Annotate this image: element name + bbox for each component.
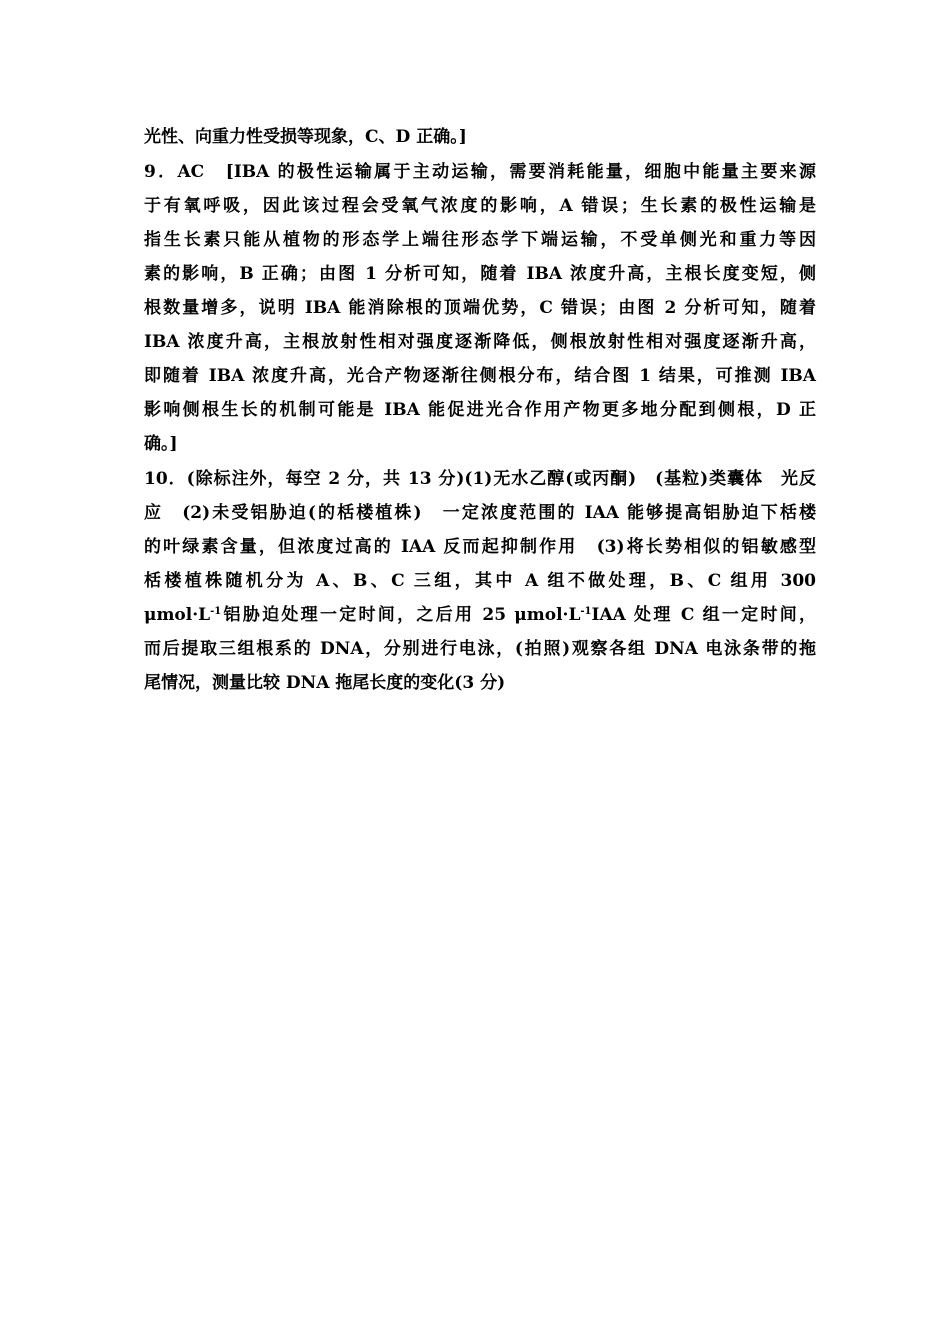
text-line: 素的影响，B 正确；由图 1 分析可知，随着 IBA 浓度升高，主根长度变短，侧: [144, 264, 816, 284]
answer-10: [144, 462, 816, 700]
text-line: 即随着 IBA 浓度升高，光合产物逐渐往侧根分布，结合图 1 结果，可推测 IBA: [144, 366, 816, 386]
text-line: 尾情况，测量比较 DNA 拖尾长度的变化(3 分): [144, 673, 506, 693]
line-text: IAA 处理 C 组一定时间，: [591, 605, 816, 625]
line-text: 铝胁迫处理一定时间，之后用 25 μmol·L: [221, 605, 581, 625]
previous-answer-continuation: [144, 120, 816, 154]
text-line: 确。]: [144, 434, 178, 454]
text-line: IBA 浓度升高，主根放射性相对强度逐渐降低，侧根放射性相对强度逐渐升高，: [144, 332, 816, 352]
text-line: 而后提取三组根系的 DNA，分别进行电泳，(拍照)观察各组 DNA 电泳条带的拖: [144, 639, 816, 659]
text-line: 应 (2)未受铝胁迫(的栝楼植株) 一定浓度范围的 IAA 能够提高铝胁迫下栝楼: [144, 503, 816, 523]
text-line: 的叶绿素含量，但浓度过高的 IAA 反而起抑制作用 (3)将长势相似的铝敏感型: [144, 537, 816, 557]
text-line: 栝楼植株随机分为 A、B、C 三组，其中 A 组不做处理，B、C 组用 300: [144, 571, 816, 591]
answer-9: [144, 155, 816, 461]
unit-text: μmol·L: [144, 605, 211, 625]
text-line: 根数量增多，说明 IBA 能消除根的顶端优势，C 错误；由图 2 分析可知，随着: [144, 298, 816, 318]
text-line: 指生长素只能从植物的形态学上端往形态学下端运输，不受单侧光和重力等因: [144, 230, 816, 250]
text-line: 影响侧根生长的机制可能是 IBA 能促进光合作用产物更多地分配到侧根，D 正: [144, 400, 816, 420]
superscript: -1: [580, 606, 592, 617]
text-line: 光性、向重力性受损等现象，C、D 正确。]: [144, 127, 467, 147]
text-line-with-units: [144, 598, 816, 632]
text-line: 10．(除标注外，每空 2 分，共 13 分)(1)无水乙醇(或丙酮) (基粒)类囊体 光反: [144, 469, 816, 489]
text-line: 于有氧呼吸，因此该过程会受氧气浓度的影响，A 错误；生长素的极性运输是: [144, 196, 816, 216]
text-line: 9．AC [IBA 的极性运输属于主动运输，需要消耗能量，细胞中能量主要来源: [144, 162, 816, 182]
superscript: -1: [210, 606, 222, 617]
